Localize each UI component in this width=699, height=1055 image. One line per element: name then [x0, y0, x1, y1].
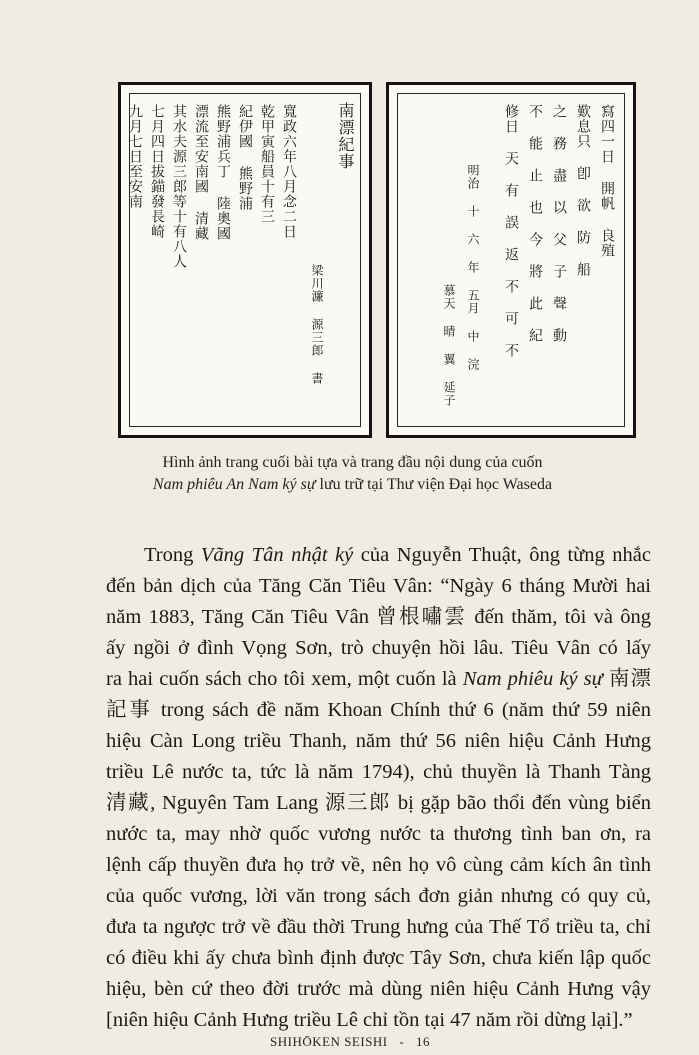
paragraph-line	[106, 664, 651, 695]
caption-line: Hình ảnh trang cuối bài tựa và trang đầu nội dung của cuốn	[162, 454, 543, 471]
manuscript-right-column: 不 能 止 也 今 將 此 紀	[527, 104, 543, 343]
paragraph-line: lệnh cấp thuyền đưa họ trở về, nên họ vô cùng cảm kích ân tình	[106, 854, 651, 876]
manuscript-left-column: 七月四日拔錨發長崎	[149, 104, 165, 239]
page-footer	[270, 1034, 430, 1050]
paragraph-line: đến bản dịch của Tăng Căn Tiêu Vân: “Ngày 6 tháng Mười hai	[106, 575, 651, 597]
paragraph-line: năm 1883, Tăng Căn Tiêu Vân 曾根嘯雲 đến thăm, tôi và ông	[106, 606, 651, 628]
paragraph-line: hiệu, bèn cứ theo đời trước mà dùng niên hiệu Cảnh Hưng vậy	[106, 978, 651, 1000]
body-paragraph	[106, 540, 651, 1036]
paragraph-line: ấy ngồi ở đình Vọng Sơn, trò chuyện hồi lâu. Tiêu Vân có lấy	[106, 637, 651, 659]
manuscript-left-column: 寬政六年八月念二日	[281, 104, 297, 239]
text-run: ra hai cuốn sách cho tôi xem, một cuốn là	[106, 668, 463, 690]
manuscript-left-column: 乾甲寅船員十有三	[259, 104, 275, 224]
caption-text: lưu trữ tại Thư viện Đại học Waseda	[315, 476, 553, 493]
paragraph-line	[106, 540, 651, 571]
paragraph-line: triều Lê nước ta, tức là năm 1794), chủ thuyền là Thanh Tàng	[106, 761, 651, 783]
paragraph-line: hiệu Càn Long triều Thanh, năm thứ 56 niên hiệu Cảnh Hưng	[106, 730, 651, 752]
running-title: SHIHŌKEN SEISHI	[270, 1034, 388, 1049]
paragraph-line: của quốc vương, lời văn trong sách đơn giản nhưng có quy củ,	[106, 885, 651, 907]
figure-caption	[60, 452, 645, 496]
footer-separator: -	[399, 1034, 405, 1049]
paragraph-line: [niên hiệu Cảnh Hưng triều Lê chỉ tồn tại 47 năm rồi dừng lại].”	[106, 1009, 633, 1031]
manuscript-left-frame	[129, 93, 361, 427]
manuscript-right-column: 慕天 晴 翼 延子	[442, 284, 456, 407]
manuscript-image-right	[386, 82, 636, 438]
text-run: Trong	[144, 544, 201, 566]
manuscript-image-left	[118, 82, 372, 438]
paragraph-line: 記事 trong sách đề năm Khoan Chính thứ 6 (năm thứ 59 niên	[106, 699, 651, 721]
manuscript-right-column: 歎息只 卽 欲 防 船	[575, 104, 591, 277]
manuscript-right-column: 修日 天 有 誤 返 不 可 不	[503, 104, 519, 358]
manuscript-right-column: 之 務 盡 以 父 子 聲 動	[551, 104, 567, 343]
manuscript-left-column: 南漂紀事	[336, 102, 355, 170]
manuscript-right-frame	[397, 93, 625, 427]
manuscript-left-column: 其水夫源三郎等十有八人	[171, 104, 187, 269]
paragraph-line: nước ta, may nhờ quốc vương nước ta thương tình ban ơn, ra	[106, 823, 651, 845]
text-run: của Nguyễn Thuật, ông từng nhắc	[353, 544, 651, 566]
manuscript-left-column: 熊野浦兵丁 陸奧國	[215, 104, 231, 241]
paragraph-line: đưa ta ngược trở về đầu thời Trung hưng của Thế Tổ triều ta, chỉ	[106, 916, 651, 938]
paragraph-line: 清藏, Nguyên Tam Lang 源三郎 bị gặp bão thổi đến vùng biển	[106, 792, 651, 814]
manuscript-left-column: 九月七日至安南	[127, 104, 143, 209]
page-number: 16	[415, 1034, 430, 1049]
caption-line	[60, 474, 645, 496]
caption-book-title: Nam phiêu An Nam ký sự	[152, 476, 316, 493]
manuscript-left-column: 梁川濂 源三郎 書	[310, 264, 324, 385]
text-run: 南漂	[602, 668, 651, 690]
manuscript-right-column: 寫四一日 開帆 良殖	[599, 104, 615, 258]
manuscript-left-column: 紀伊國 熊野浦	[237, 104, 253, 211]
book-title: Vãng Tân nhật ký	[200, 544, 354, 566]
manuscript-left-column: 漂流至安南國 清藏	[193, 104, 209, 241]
manuscript-right-column: 明治 十 六 年 五月 中 浣	[466, 164, 480, 371]
book-title: Nam phiêu ký sự	[462, 668, 603, 690]
paragraph-line: có điều khi ấy chưa bình định được Tây Sơn, chưa kiến lập quốc	[106, 947, 651, 969]
